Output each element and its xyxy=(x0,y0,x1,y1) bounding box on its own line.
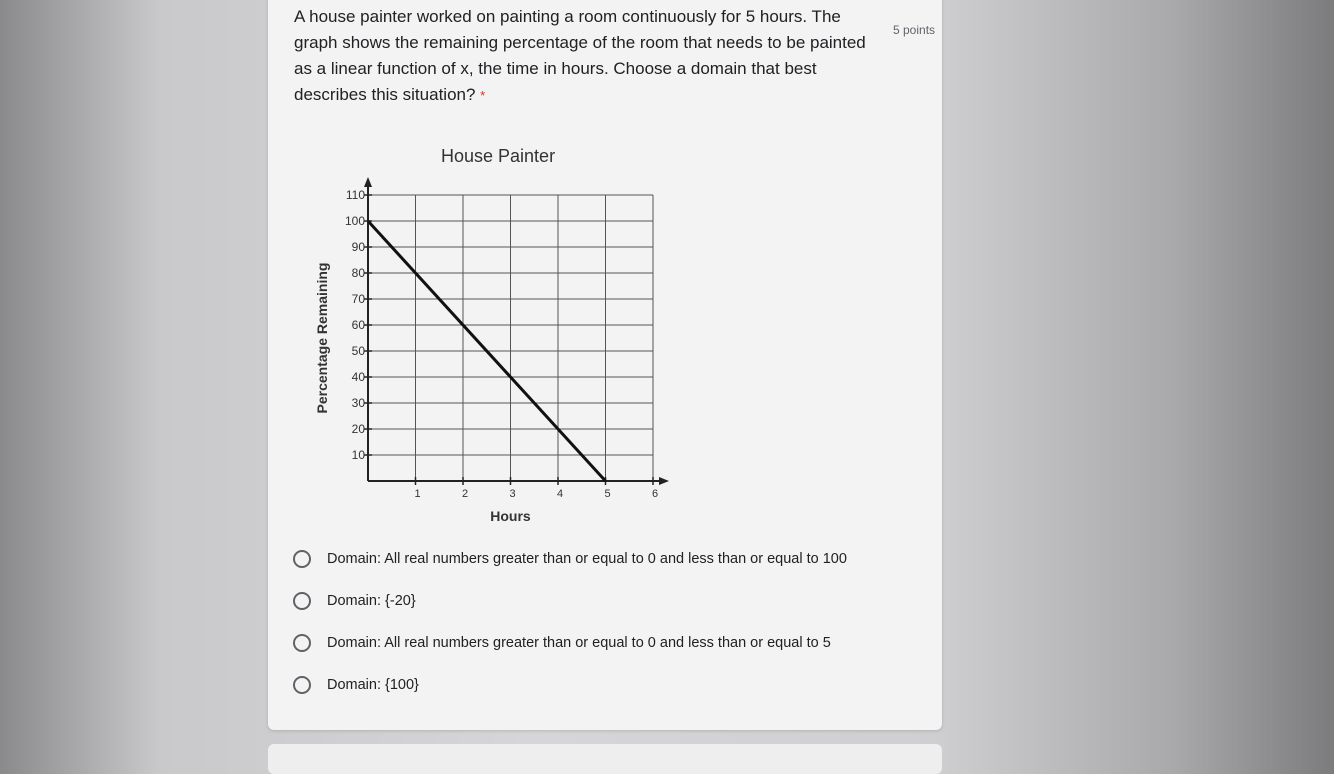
next-question-card xyxy=(268,744,942,774)
y-tick-label: 80 xyxy=(351,266,365,280)
question-text-body: A house painter worked on painting a room continuously for 5 hours. The graph shows the remaining percentage of the room that needs to be painted as a linear function of x, the time in hours. Choose a domain that best describes this situation? xyxy=(294,7,866,104)
y-tick-label: 20 xyxy=(351,422,365,436)
y-tick-label: 10 xyxy=(351,448,365,462)
x-tick-label: 5 xyxy=(604,488,611,500)
x-axis-label: Hours xyxy=(490,508,531,524)
y-tick-label: 50 xyxy=(351,344,365,358)
x-tick-label: 2 xyxy=(461,488,469,500)
option-3-label: Domain: All real numbers greater than or equal to 0 and less than or equal to 5 xyxy=(327,635,831,651)
x-tick-label: 6 xyxy=(651,488,659,500)
chart-grid xyxy=(368,195,653,481)
x-tick-label: 4 xyxy=(556,488,564,500)
x-tick-labels xyxy=(414,488,658,500)
chart-title: House Painter xyxy=(441,146,556,166)
option-2[interactable] xyxy=(293,588,913,614)
y-tick-label: 60 xyxy=(351,318,365,332)
y-tick-label: 100 xyxy=(344,214,365,228)
line-chart xyxy=(300,170,680,530)
question-text xyxy=(294,4,884,109)
option-3[interactable] xyxy=(293,630,913,656)
y-tick-label: 70 xyxy=(351,292,365,306)
chart-axes xyxy=(364,177,669,485)
option-1[interactable] xyxy=(293,546,913,572)
option-4-label: Domain: {100} xyxy=(327,677,419,693)
y-tick-label: 90 xyxy=(351,240,365,254)
y-tick-labels xyxy=(345,188,365,462)
x-tick-label: 1 xyxy=(414,488,421,500)
radio-button-2[interactable] xyxy=(293,592,311,610)
y-axis-arrow xyxy=(364,177,372,187)
y-tick-label: 30 xyxy=(351,396,365,410)
y-tick-label: 40 xyxy=(351,370,365,384)
radio-button-3[interactable] xyxy=(293,634,311,652)
required-asterisk: * xyxy=(480,88,486,103)
radio-button-1[interactable] xyxy=(293,550,311,568)
option-2-label: Domain: {-20} xyxy=(327,593,416,609)
y-axis-label: Percentage Remaining xyxy=(314,262,330,414)
y-tick-label: 110 xyxy=(345,188,365,202)
radio-button-4[interactable] xyxy=(293,676,311,694)
option-1-label: Domain: All real numbers greater than or equal to 0 and less than or equal to 100 xyxy=(327,551,847,567)
points-label: 5 points xyxy=(893,23,936,37)
x-tick-label: 3 xyxy=(509,488,516,500)
x-axis-arrow xyxy=(659,477,669,485)
option-4[interactable] xyxy=(293,672,913,698)
